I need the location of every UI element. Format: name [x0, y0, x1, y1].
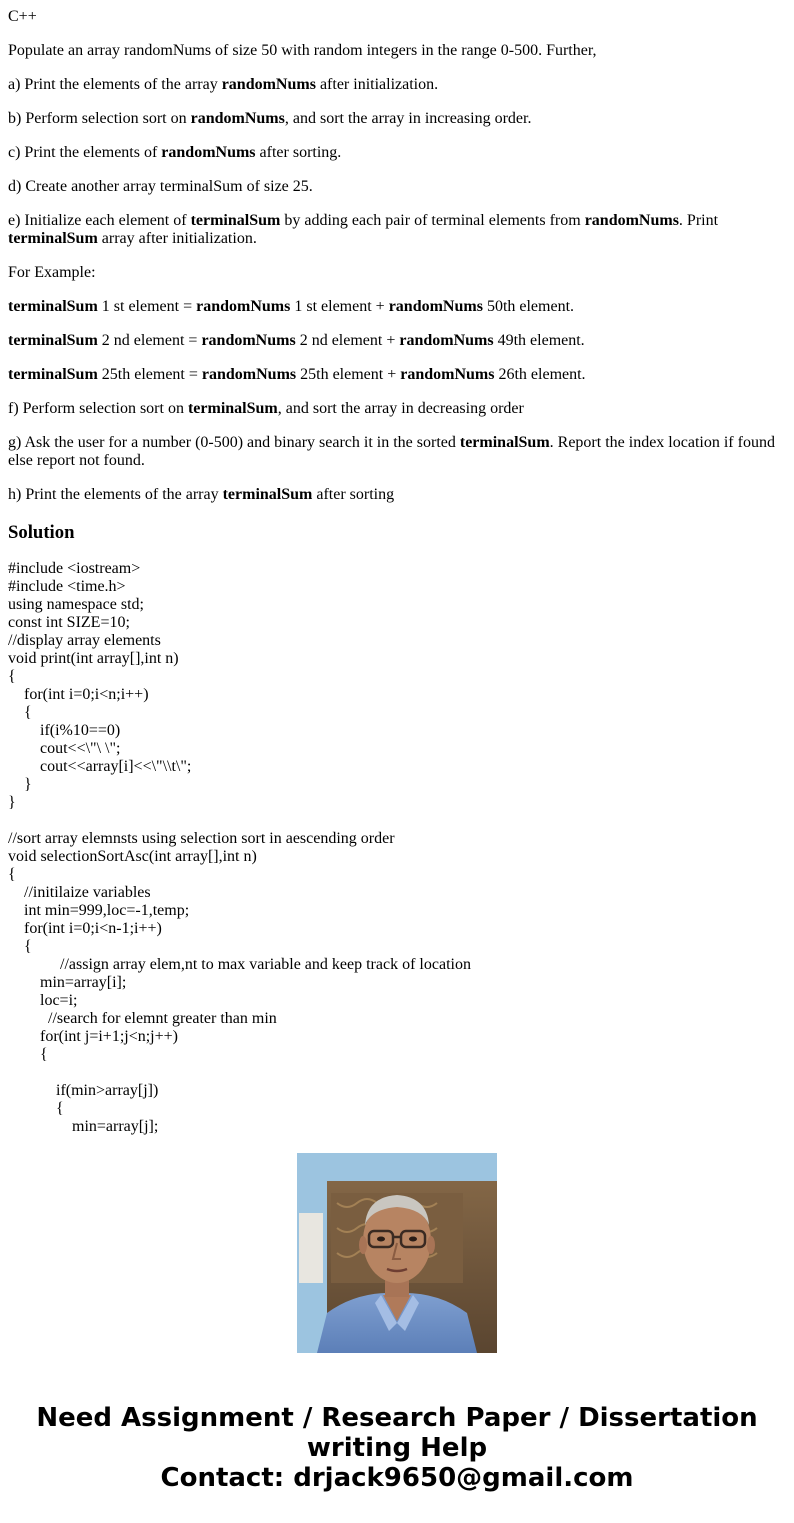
code-line: loc=i; — [8, 992, 78, 1009]
code-line: #include <time.h> — [8, 578, 126, 595]
bold-term: randomNums — [399, 332, 494, 349]
code-line: } — [8, 794, 16, 811]
bold-term: terminalSum — [8, 230, 98, 247]
code-line: for(int j=i+1;j<n;j++) — [8, 1028, 178, 1045]
text-run: after sorting — [312, 486, 395, 503]
text-run: e) Initialize each element of — [8, 212, 191, 229]
question-part — [8, 264, 786, 282]
question-part — [8, 332, 786, 350]
bold-term: randomNums — [388, 298, 483, 315]
bold-term: terminalSum — [8, 298, 98, 315]
text-run: 2 nd element = — [97, 332, 202, 349]
code-line: //sort array elemnsts using selection sort in aescending order — [8, 830, 395, 847]
text-run: after initialization. — [315, 76, 439, 93]
code-line: cout<<\"\ \"; — [8, 740, 121, 757]
code-line: #include <iostream> — [8, 560, 141, 577]
text-run: 25th element = — [97, 366, 202, 383]
question-part — [8, 400, 786, 418]
bold-term: randomNums — [400, 366, 495, 383]
code-line: cout<<array[i]<<\"\\t\"; — [8, 758, 192, 775]
code-line: min=array[i]; — [8, 974, 127, 991]
code-line: for(int i=0;i<n;i++) — [8, 686, 149, 703]
solution-code-block[interactable] — [8, 560, 786, 1135]
text-run: . Report the index location if found else report not found. — [8, 434, 775, 469]
text-run: g) Ask the user for a number (0-500) and binary search it in the sorted — [8, 434, 460, 451]
code-line: const int SIZE=10; — [8, 614, 130, 631]
bold-term: randomNums — [201, 332, 296, 349]
code-line: { — [8, 1100, 64, 1117]
text-run: 26th element. — [494, 366, 586, 383]
bold-term: randomNums — [584, 212, 679, 229]
question-part — [8, 434, 786, 470]
solution-heading: Solution — [8, 522, 75, 543]
code-line — [8, 812, 786, 830]
code-line: if(min>array[j]) — [8, 1082, 159, 1099]
bold-term: randomNums — [161, 144, 256, 161]
question-part — [8, 144, 786, 162]
bold-term: terminalSum — [187, 400, 278, 417]
bold-term: terminalSum — [8, 366, 98, 383]
text-run: 1 st element = — [97, 298, 197, 315]
code-line: { — [8, 668, 16, 685]
bold-term: terminalSum — [459, 434, 550, 451]
text-run: c) Print the elements of — [8, 144, 162, 161]
text-run: 25th element + — [296, 366, 401, 383]
code-line: //display array elements — [8, 632, 161, 649]
bold-term: randomNums — [201, 366, 297, 383]
code-line: } — [8, 776, 32, 793]
bold-term: terminalSum — [8, 332, 98, 349]
text-run: , and sort the array in increasing order. — [284, 110, 532, 127]
code-line: //assign array elem,nt to max variable and keep track of location — [8, 956, 471, 973]
question-parts — [8, 76, 786, 504]
author-avatar — [297, 1153, 497, 1353]
code-line: for(int i=0;i<n-1;i++) — [8, 920, 162, 937]
question-part — [8, 178, 786, 196]
code-line: min=array[j]; — [8, 1118, 159, 1135]
bold-term: randomNums — [196, 298, 291, 315]
page-content — [8, 0, 786, 1135]
code-line: //initilaize variables — [8, 884, 151, 901]
text-run: . Print — [678, 212, 719, 229]
portrait-photo — [297, 1153, 497, 1353]
code-line: { — [8, 704, 32, 721]
text-run: 49th element. — [493, 332, 585, 349]
bold-term: randomNums — [221, 76, 316, 93]
code-line: void selectionSortAsc(int array[],int n) — [8, 848, 257, 865]
bold-term: terminalSum — [190, 212, 281, 229]
bold-term: terminalSum — [222, 486, 313, 503]
code-line: if(i%10==0) — [8, 722, 121, 739]
text-run: by adding each pair of terminal elements from — [280, 212, 585, 229]
text-run: d) Create another array terminalSum of size 25. — [8, 178, 313, 195]
text-run: b) Perform selection sort on — [8, 110, 191, 127]
code-line — [8, 1064, 786, 1082]
text-run: For Example: — [8, 264, 96, 281]
text-run: h) Print the elements of the array — [8, 486, 223, 503]
question-intro: Populate an array randomNums of size 50 with random integers in the range 0-500. Further, — [8, 42, 597, 59]
question-part — [8, 366, 786, 384]
text-run: , and sort the array in decreasing order — [277, 400, 524, 417]
code-line: { — [8, 1046, 48, 1063]
text-run: 2 nd element + — [295, 332, 400, 349]
text-run: after sorting. — [255, 144, 342, 161]
text-run: 50th element. — [482, 298, 575, 315]
code-line: void print(int array[],int n) — [8, 650, 179, 667]
code-lines — [8, 560, 786, 1136]
code-line: //search for elemnt greater than min — [8, 1010, 277, 1027]
text-run: array after initialization. — [97, 230, 257, 247]
banner-contact: Contact: drjack9650@gmail.com — [160, 1463, 634, 1493]
banner-line-2: writing Help — [306, 1433, 488, 1463]
code-line: int min=999,loc=-1,temp; — [8, 902, 190, 919]
bold-term: randomNums — [190, 110, 285, 127]
code-line: { — [8, 866, 16, 883]
question-part — [8, 486, 786, 504]
question-part — [8, 298, 786, 316]
question-part — [8, 76, 786, 94]
question-part — [8, 212, 786, 248]
text-run: 1 st element + — [290, 298, 389, 315]
language-label: C++ — [8, 8, 37, 25]
banner-line-1: Need Assignment / Research Paper / Dissertation — [36, 1403, 758, 1433]
text-run: f) Perform selection sort on — [8, 400, 188, 417]
text-run: a) Print the elements of the array — [8, 76, 222, 93]
code-line: { — [8, 938, 32, 955]
question-part — [8, 110, 786, 128]
code-line: using namespace std; — [8, 596, 144, 613]
help-banner — [0, 1403, 794, 1493]
